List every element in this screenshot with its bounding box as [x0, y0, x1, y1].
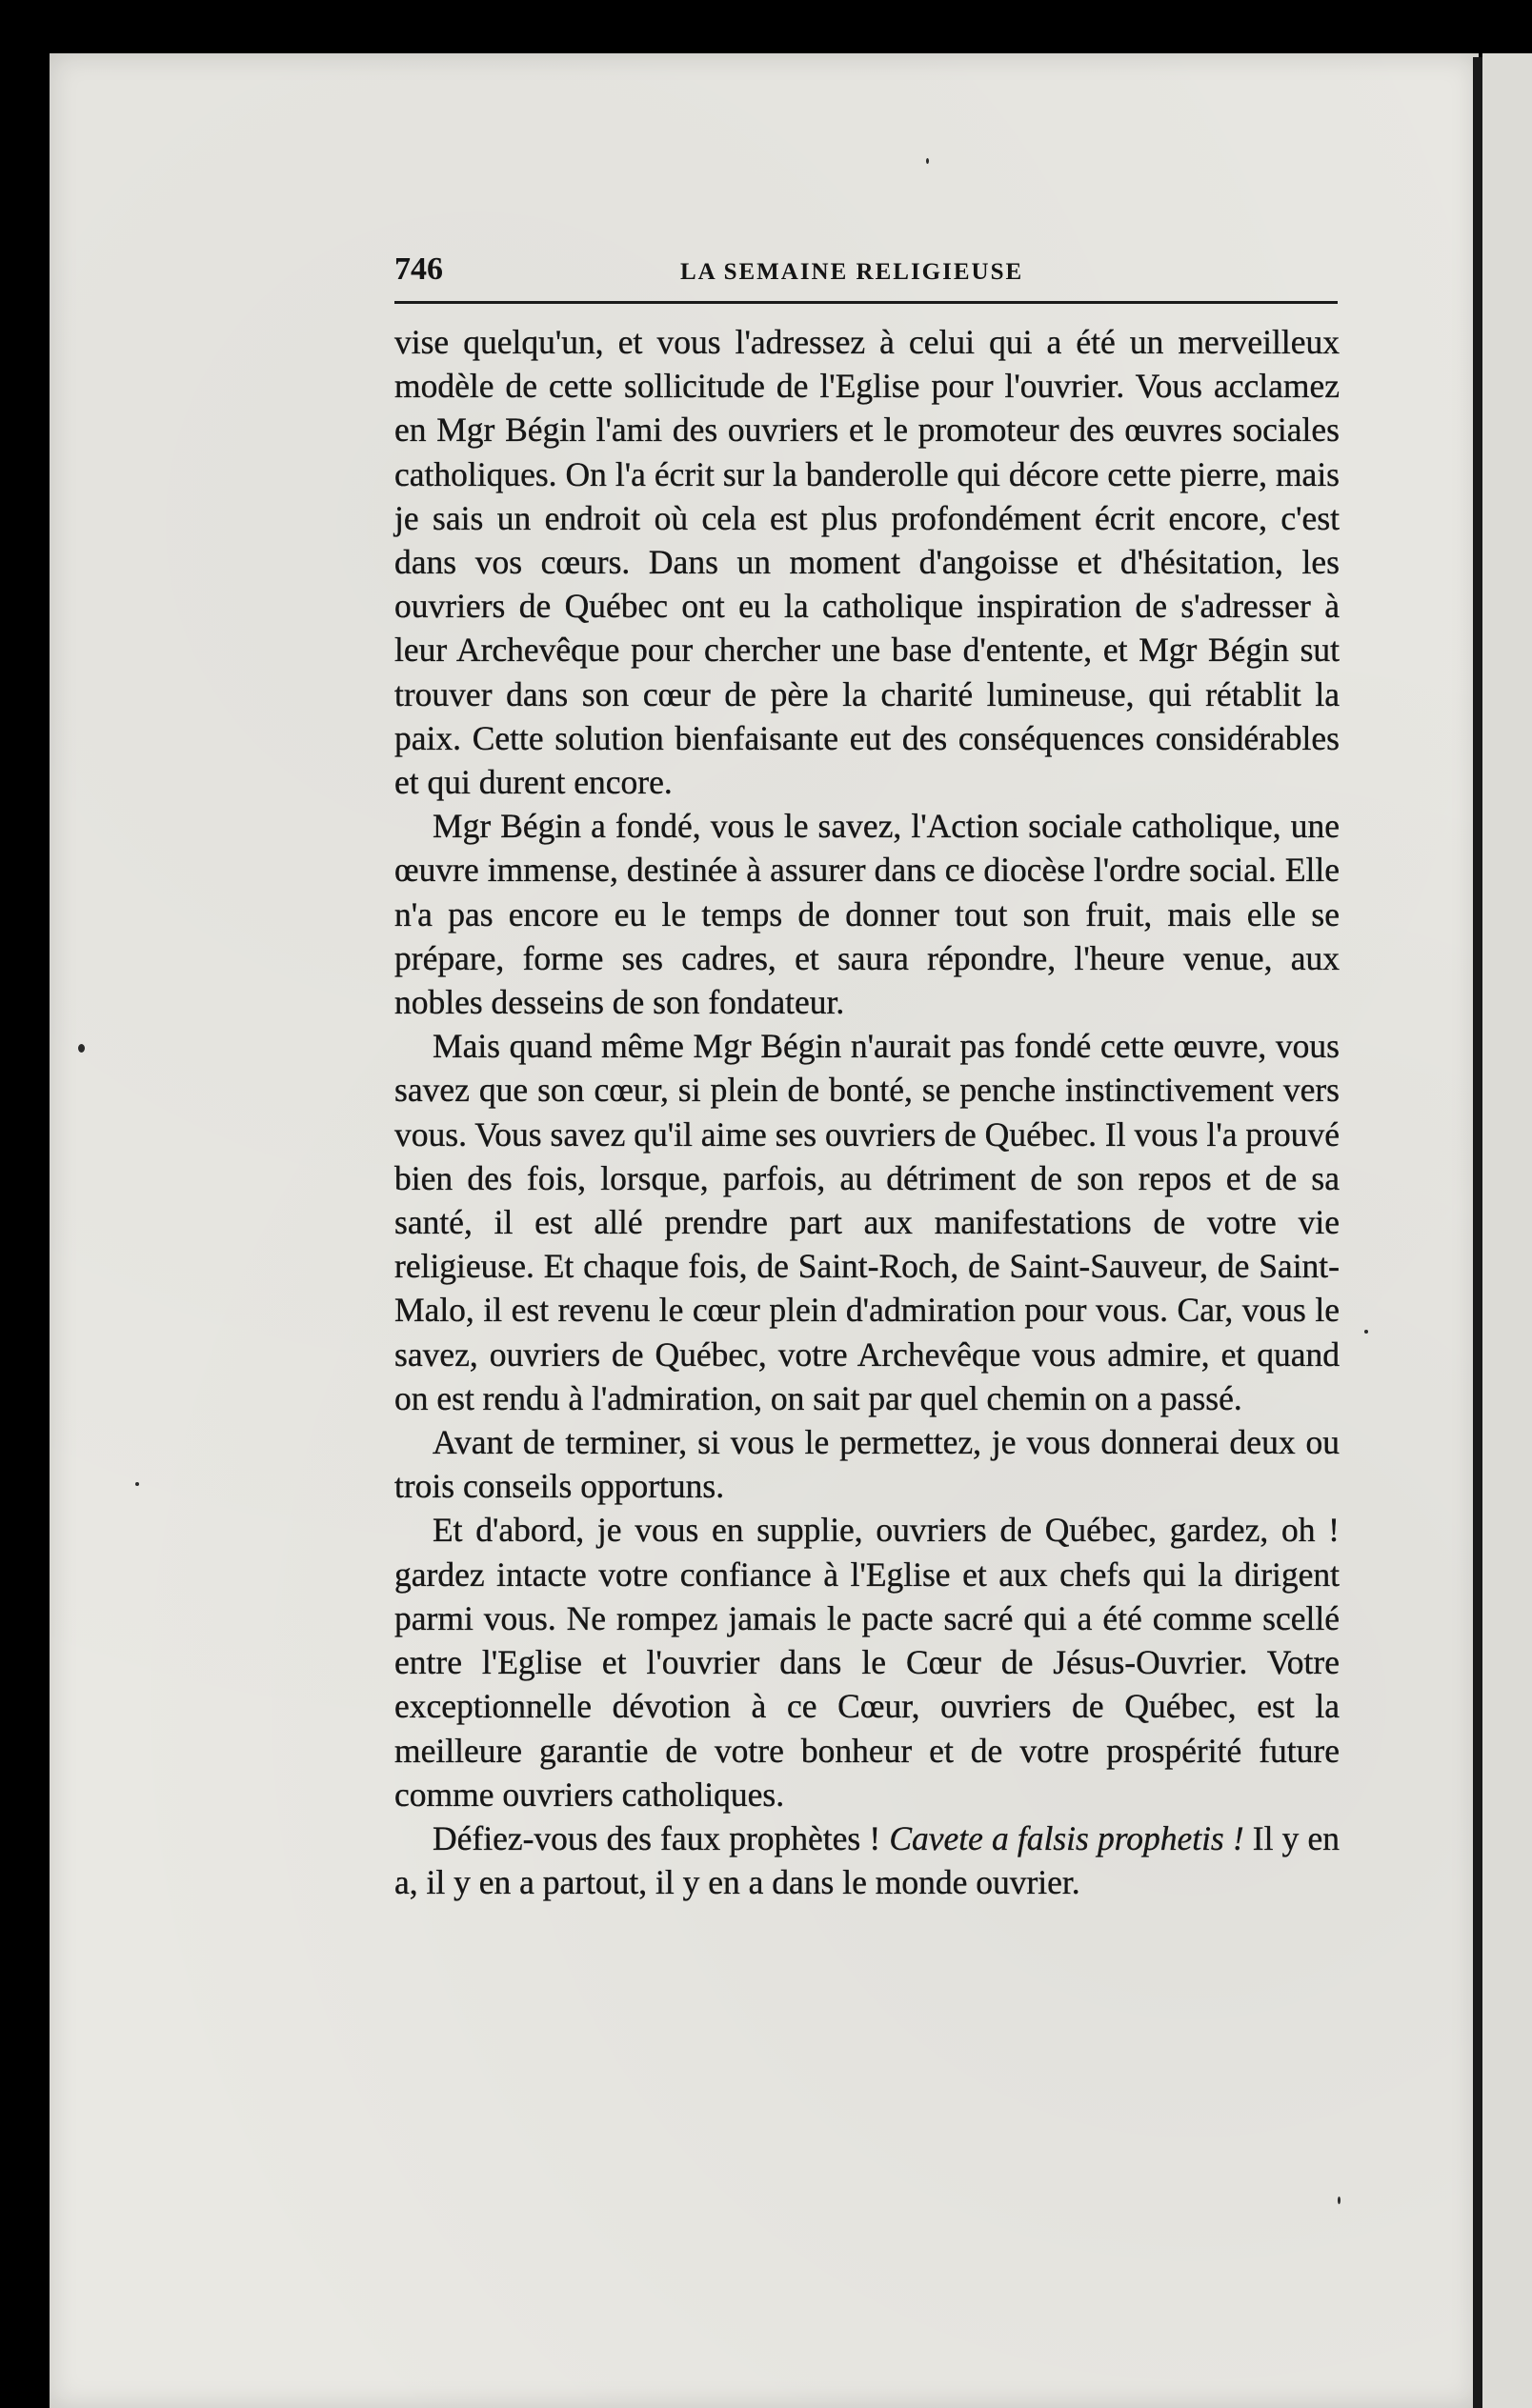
next-page-edge	[1482, 53, 1532, 2408]
header-rule	[394, 301, 1338, 304]
paragraph-text: Il y en a, il y en a partout, il y en a dans le monde ouvrier.	[394, 1818, 1340, 1902]
paragraph: vise quelqu'un, et vous l'adressez à celui qui a été un merveilleux modèle de cette sollicitude de l'Eglise pour l'ouvrier. Vous acclamez en Mgr Bégin l'ami des ouvriers et le promoteur des œuvres sociales catholiques. On l'a écrit sur la banderolle qui décore cette pierre, mais je sais un endroit où cela est plus profondément écrit encore, c'est dans vos cœurs. Dans un moment d'angoisse et d'hésitation, les ouvriers de Québec ont eu la catholique inspiration de s'adresser à leur Archevêque pour chercher une base d'entente, et Mgr Bégin sut trouver dans son cœur de père la charité lumineuse, qui rétablit la paix. Cette solution bienfaisante eut des conséquences considérables et qui durent encore.	[394, 323, 1340, 802]
paragraph: Avant de terminer, si vous le permettez, je vous donnerai deux ou trois conseils opportuns.	[394, 1423, 1340, 1506]
ink-speck	[135, 1482, 139, 1486]
ink-speck	[926, 158, 929, 164]
paragraph-text: Défiez-vous des faux prophètes !	[433, 1818, 890, 1857]
ink-speck	[1338, 2197, 1340, 2204]
running-title: LA SEMAINE RELIGIEUSE	[680, 259, 1024, 285]
ink-speck	[1364, 1330, 1368, 1334]
paragraph: Mais quand même Mgr Bégin n'aurait pas fondé cette œuvre, vous savez que son cœur, si plein de bonté, se penche instinctivement vers vous. Vous savez qu'il aime ses ouvriers de Québec. Il vous l'a prouvé bien des fois, lorsque, parfois, au détriment de son repos et de sa santé, il est allé prendre part aux manifestations de votre vie religieuse. Et chaque fois, de Saint-Roch, de Saint-Sauveur, de Saint-Malo, il est revenu le cœur plein d'admiration pour vous. Car, vous le savez, ouvriers de Québec, votre Archevêque vous admire, et quand on est rendu à l'admiration, on sait par quel chemin on a passé.	[394, 1027, 1340, 1417]
paragraph	[394, 1816, 1340, 1904]
running-header	[394, 251, 1338, 295]
body-text	[394, 320, 1340, 1904]
paragraph: Mgr Bégin a fondé, vous le savez, l'Action sociale catholique, une œuvre immense, destinée à assurer dans ce diocèse l'ordre social. Elle n'a pas encore eu le temps de donner tout son fruit, mais elle se prépare, forme ses cadres, et saura répondre, l'heure venue, aux nobles desseins de son fondateur.	[394, 807, 1340, 1022]
page-number: 746	[394, 251, 443, 287]
latin-quote: Cavete a falsis prophetis !	[889, 1818, 1244, 1857]
ink-speck	[78, 1044, 85, 1053]
paragraph: Et d'abord, je vous en supplie, ouvriers de Québec, gardez, oh ! gardez intacte votre confiance à l'Eglise et aux chefs qui la dirigent parmi vous. Ne rompez jamais le pacte sacré qui a été comme scellé entre l'Eglise et l'ouvrier dans le Cœur de Jésus-Ouvrier. Votre exceptionnelle dévotion à ce Cœur, ouvriers de Québec, est la meilleure garantie de votre bonheur et de votre prospérité future comme ouvriers catholiques.	[394, 1511, 1340, 1814]
